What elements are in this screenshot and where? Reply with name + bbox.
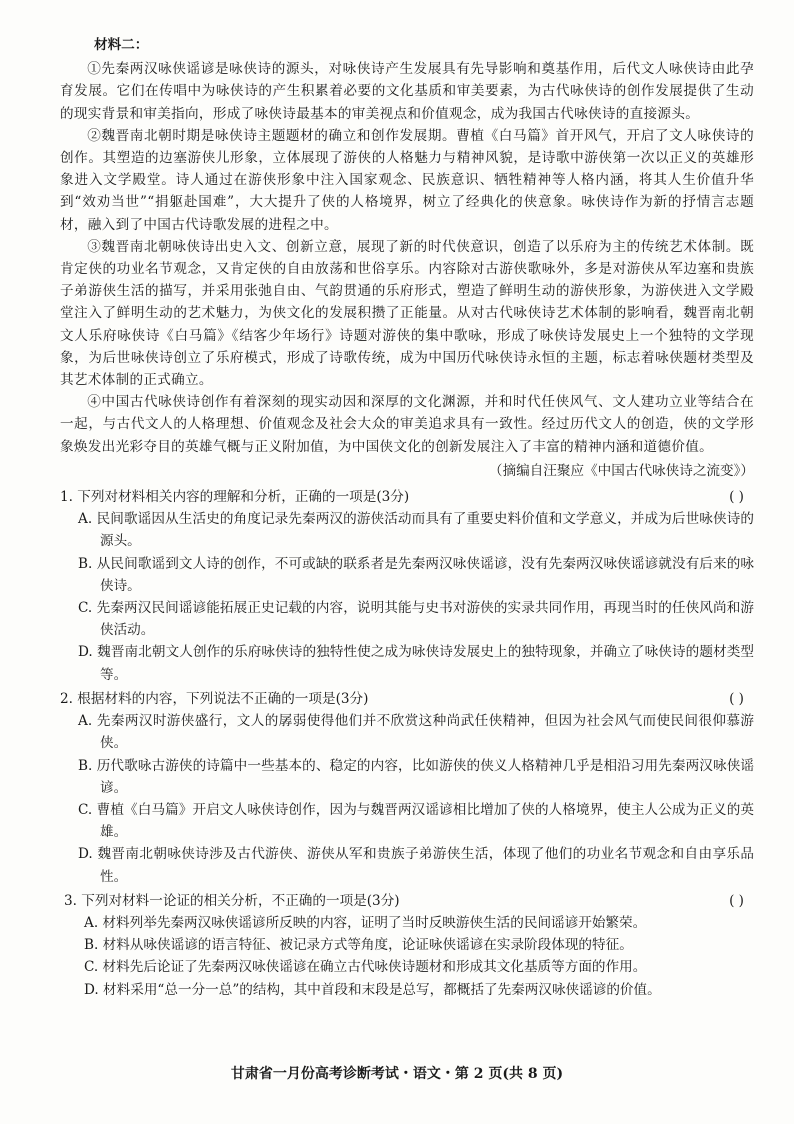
question-2	[60, 688, 754, 888]
option-b: B. 材料从咏侠谣谚的语言特征、被记录方式等角度，论证咏侠谣谚在实录阶段体现的特征。	[84, 937, 633, 954]
option-b: B. 从民间歌谣到文人诗的创作，不可或缺的联系者是先秦两汉咏侠谣谚，没有先秦两汉咏侠谣谚就没有后来的咏侠诗。	[78, 555, 754, 594]
option-c: C. 材料先后论证了先秦两汉咏侠谣谚在确立古代咏侠诗题材和形成其文化基质等方面的作用。	[84, 959, 647, 976]
option-a: A. 材料列举先秦两汉咏侠谣谚所反映的内容，证明了当时反映游侠生活的民间谣谚开始繁荣。	[84, 914, 647, 931]
material-paragraph-1: ①先秦两汉咏侠谣谚是咏侠诗的源头，对咏侠诗产生发展具有先导影响和奠基作用，后代文人咏侠诗由此孕育发展。它们在传唱中为咏侠诗的产生积累着必要的文化基质和审美要素，为古代咏侠诗的创作发展提供了生动的现实背景和审美指向，形成了咏侠诗最基本的审美视点和价值观念，成为我国古代咏侠诗的直接源头。	[60, 61, 754, 122]
question-stem	[64, 890, 754, 912]
option-a: A. 民间歌谣因从生活史的角度记录先秦两汉的游侠活动而具有了重要史料价值和文学意义，并成为后世咏侠诗的源头。	[78, 511, 754, 550]
option-c: C. 曹植《白马篇》开启文人咏侠诗创作，因为与魏晋两汉谣谚相比增加了侠的人格境界，使主人公成为正义的英雄。	[78, 801, 754, 841]
material-paragraph-4: ④中国古代咏侠诗创作有着深刻的现实动因和深厚的文化渊源，并和时代任侠风气、文人建功立业等结合在一起，与古代文人的人格理想、价值观念及社会大众的审美追求具有一致性。经过历代文人的创造，侠的文学形象焕发出光彩夺目的英雄气概与正义附加值，为中国侠文化的创新发展注入了丰富的精神内涵和道德价值。	[60, 394, 754, 455]
material-source: （摘编自汪聚应《中国古代咏侠诗之流变》）	[488, 462, 754, 479]
option-d: D. 魏晋南北朝咏侠诗涉及古代游侠、游侠从军和贵族子弟游侠生活，体现了他们的功业名节观念和自由享乐品性。	[78, 846, 754, 885]
material-heading: 材料二：	[94, 37, 149, 53]
option-a: A. 先秦两汉时游侠盛行，文人的孱弱使得他们并不欣赏这种尚武任侠精神，但因为社会风气而使民间很仰慕游侠。	[78, 713, 754, 752]
option-b: B. 历代歌咏古游侠的诗篇中一些基本的、稳定的内容，比如游侠的侠义人格精神几乎是相沿习用先秦两汉咏侠谣谚。	[78, 757, 754, 796]
question-3	[60, 890, 754, 1001]
question-stem-text: 1. 下列对材料相关内容的理解和分析，正确的一项是(3分)	[60, 489, 410, 506]
answer-blank: ( )	[729, 489, 744, 506]
question-stem-text: 2. 根据材料的内容，下列说法不正确的一项是(3分)	[60, 690, 369, 707]
question-1	[60, 486, 754, 686]
option-d: D. 材料采用“总一分一总”的结构，其中首段和末段是总写，都概括了先秦两汉咏侠谣谚的价值。	[84, 981, 661, 998]
question-stem	[60, 486, 754, 508]
question-stem-text: 3. 下列对材料一论证的相关分析，不正确的一项是(3分)	[64, 892, 400, 909]
material-paragraph-2: ②魏晋南北朝时期是咏侠诗主题题材的确立和创作发展期。曹植《白马篇》首开风气，开启了文人咏侠诗的创作。其塑造的边塞游侠儿形象，立体展现了游侠的人格魅力与精神风貌，是诗歌中游侠第一次以正义的英雄形象进入文学殿堂。诗人通过在游侠形象中注入国家观念、民族意识、牺牲精神等人格内涵，将其人生价值升华到“效劝当世”“捐躯赴国难”，大大提升了侠的人格境界，树立了经典化的侠意象。咏侠诗作为新的抒情言志题材，融入到了中国古代诗歌发展的进程之中。	[60, 127, 754, 233]
question-stem	[60, 688, 754, 710]
option-c: C. 先秦两汉民间谣谚能拓展正史记载的内容，说明其能与史书对游侠的实录共同作用，再现当时的任侠风尚和游侠活动。	[78, 600, 754, 639]
material-paragraph-3: ③魏晋南北朝咏侠诗出史入文、创新立意，展现了新的时代侠意识，创造了以乐府为主的传统艺术体制。既肯定侠的功业名节观念，又肯定侠的自由放荡和世俗享乐。内容除对古游侠歌咏外，多是对游侠从军边塞和贵族子弟游侠生活的描写，并采用张弛自由、气韵贯通的乐府形式，塑造了鲜明生动的游侠形象，为游侠进入文学殿堂注入了鲜明生动的艺术魅力，为侠文化的发展积攒了正能量。从对古代咏侠诗艺术体制的影响看，魏晋南北朝文人乐府咏侠诗《白马篇》《结客少年场行》诗题对游侠的集中歌咏，形成了咏侠诗发展史上一个独特的文学现象，为后世咏侠诗创立了乐府模式，形成了诗歌传统，成为中国历代咏侠诗永恒的主题，标志着咏侠题材类型及其艺术体制的正式确立。	[60, 238, 754, 389]
page-footer: 甘肃省一月份高考诊断考试・语文・第 2 页(共 8 页)	[230, 1066, 564, 1082]
answer-blank: ( )	[729, 892, 744, 909]
option-d: D. 魏晋南北朝文人创作的乐府咏侠诗的独特性使之成为咏侠诗发展史上的独特现象，并确立了咏侠诗的题材类型等。	[78, 644, 754, 683]
answer-blank: ( )	[729, 690, 744, 707]
